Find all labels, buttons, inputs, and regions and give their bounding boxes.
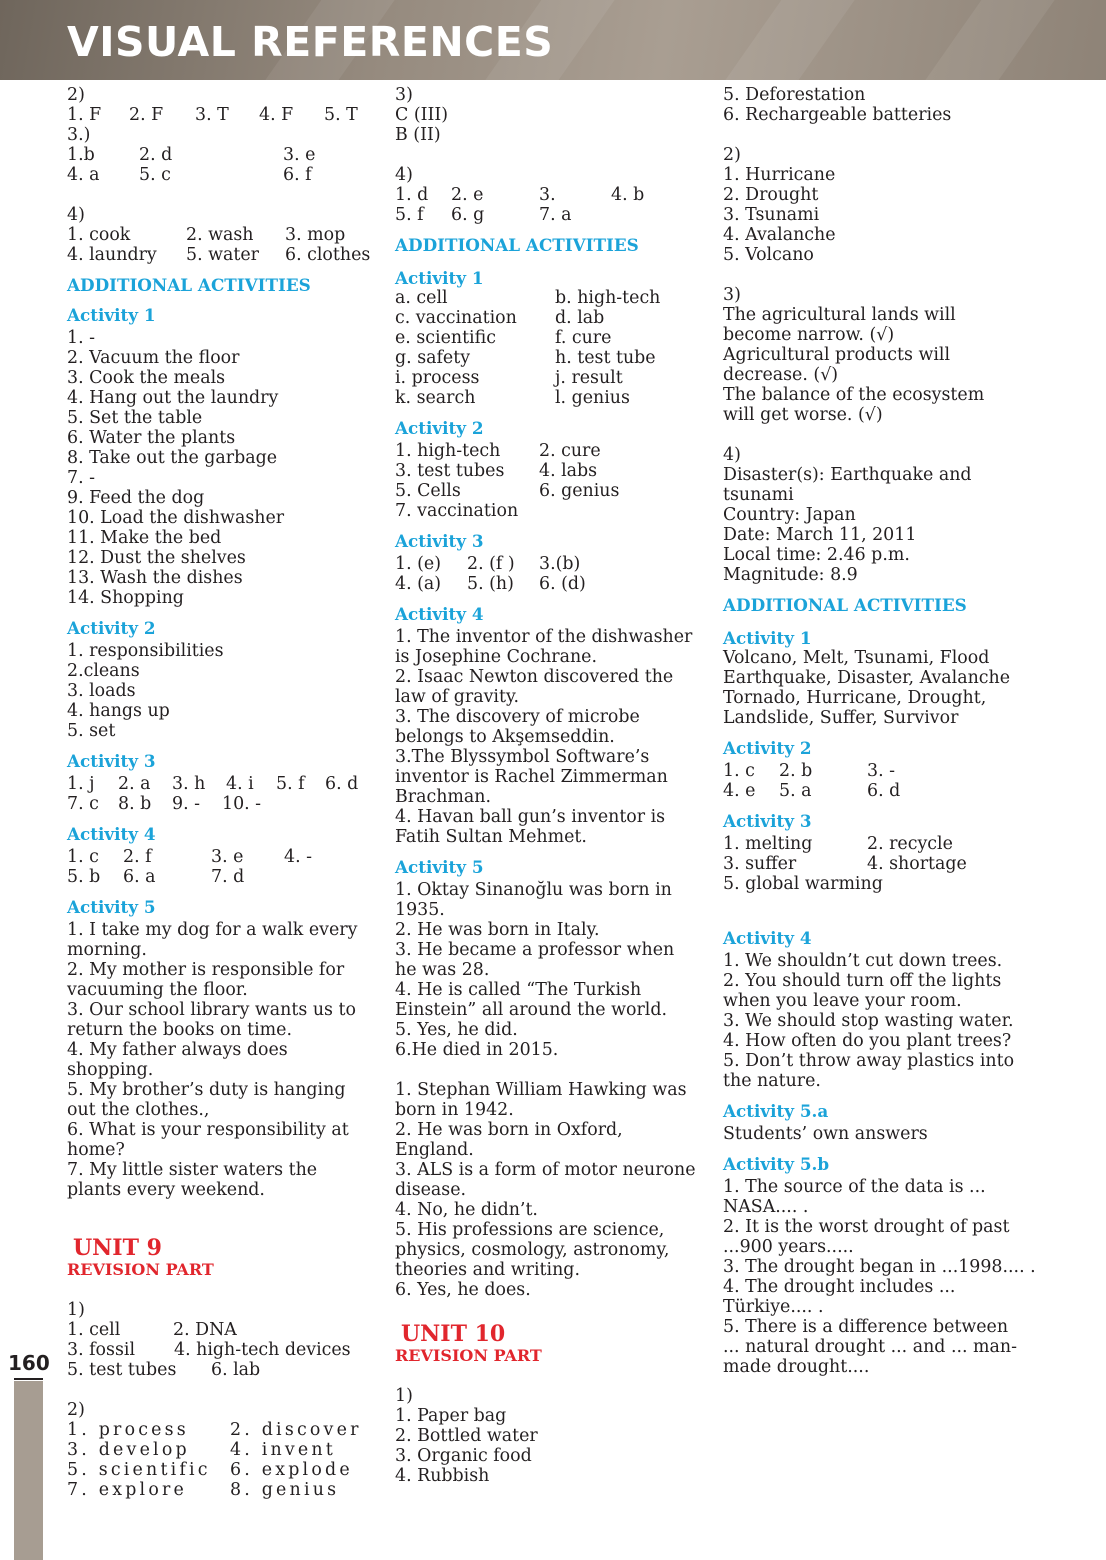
answer-row [395,388,715,408]
answer: 3. e [283,145,316,165]
answer-line: 6.He died in 2015. [395,1040,559,1060]
answer: 3. h [172,774,206,794]
answer: 6. a [123,867,156,887]
answer: 2. F [129,105,164,125]
answer-line: 6. Yes, he does. [395,1280,531,1300]
answer-row [395,205,715,225]
answer-line: 3. We should stop wasting water. [723,1011,1014,1031]
answer: 6. genius [539,481,620,501]
answer-line: 2. He was born in Italy. [395,920,600,940]
activity-heading: Activity 5.b [723,1154,830,1174]
answer-line: theories and writing. [395,1260,580,1280]
answer-line: 5. Don’t throw away plastics into [723,1051,1015,1071]
answer-line: 2.cleans [67,661,140,681]
side-tab [14,1381,43,1560]
activity-heading: Activity 4 [395,604,484,624]
answer-line: home? [67,1140,125,1160]
answer: c. vaccination [395,308,517,328]
answer: 1. melting [723,834,813,854]
answer-line: decrease. (√) [723,365,839,385]
activity-2-answers [67,641,382,741]
answer-line: 1. We shouldn’t cut down trees. [723,951,1003,971]
answer-line: he was 28. [395,960,490,980]
activity-heading: Activity 5 [395,857,484,877]
answer-line: 4. Hang out the laundry [67,388,279,408]
section-4-answers [723,465,1093,585]
answer-line: 4. Havan ball gun’s inventor is [395,807,666,827]
header-banner [0,0,1106,80]
answer: 4. - [284,847,312,867]
section-heading: ADDITIONAL ACTIVITIES [395,235,639,255]
section-3-answers [723,305,1093,425]
answer-line: 10. Load the dishwasher [67,508,285,528]
answer: 2. recycle [867,834,953,854]
answer-row [67,105,382,125]
section-label: 3.) [67,125,91,145]
answer: 2. DNA [173,1320,237,1340]
answer-line: Date: March 11, 2011 [723,525,917,545]
answer: 2. cure [539,441,601,461]
answer-line: 3. ALS is a form of motor neurone [395,1160,696,1180]
answer-line: Brachman. [395,787,491,807]
answer: 7. vaccination [395,501,519,521]
answer-row [67,165,382,185]
section-2-answers [723,165,1093,265]
answer-line: 5. There is a difference between [723,1317,1009,1337]
answer: 7. a [539,205,572,225]
answer-line: 1. The inventor of the dishwasher [395,627,693,647]
activity-heading: Activity 1 [67,305,156,325]
answer: 2. f [123,847,152,867]
answer: f. cure [555,328,612,348]
answer: 3. fossil [67,1340,136,1360]
section-label: 2) [67,1400,85,1420]
answer-line: inventor is Rachel Zimmerman [395,767,668,787]
answer: 6. f [283,165,312,185]
answer-line: belongs to Akşemseddin. [395,727,615,747]
answer: 6. lab [211,1360,261,1380]
answer: 6. d [867,781,901,801]
activity-heading: Activity 5 [67,897,156,917]
answer-line: 5. Set the table [67,408,203,428]
answer: 6. clothes [285,245,371,265]
answer-line: 3. Organic food [395,1446,532,1466]
activity-5-answers [67,920,382,1200]
answer-line: 1. Hurricane [723,165,836,185]
answer-line: 4. The drought includes ... [723,1277,956,1297]
answer-row [67,245,382,265]
answer: 5. a [779,781,812,801]
page-title: VISUAL REFERENCES [67,18,554,66]
activity-heading: Activity 3 [67,751,156,771]
answer-row [67,867,382,887]
answer: 7. explore [67,1480,187,1500]
answer-line: NASA.... . [723,1197,809,1217]
answer: 3.(b) [539,554,581,574]
answer-line: 12. Dust the shelves [67,548,246,568]
answer: 6. g [451,205,485,225]
answer-row [395,574,715,594]
answer: i. process [395,368,480,388]
activity-heading: Activity 2 [395,418,484,438]
answer-row [67,774,382,794]
answer: 5. global warming [723,874,883,894]
answer-line: become narrow. (√) [723,325,895,345]
answer-row [67,145,382,165]
answer-line: Tornado, Hurricane, Drought, [723,688,987,708]
section-label: 2) [723,145,741,165]
answer: g. safety [395,348,471,368]
answer-line: 5. set [67,721,116,741]
answer-row [67,1420,382,1440]
answer: 8. genius [230,1480,340,1500]
answer: 5. (h) [467,574,514,594]
activity-4-answers [723,951,1093,1091]
answer-line: return the books on time. [67,1020,292,1040]
activity-5-answers-part-2 [395,1080,715,1300]
answer-line: will get worse. (√) [723,405,883,425]
answer: 2. (f ) [467,554,515,574]
answer-line: 4. My father always does [67,1040,288,1060]
answer-line: 1. Paper bag [395,1406,507,1426]
answer-line: 2. He was born in Oxford, [395,1120,623,1140]
unit-subtitle: REVISION PART [395,1346,542,1365]
answer: 5. water [186,245,259,265]
answer-line: Türkiye.... . [723,1297,824,1317]
answer: 5. test tubes [67,1360,177,1380]
answer-line: Einstein” all around the world. [395,1000,667,1020]
activity-heading: Activity 1 [395,268,484,288]
answer: 5. scientific [67,1460,211,1480]
answer-line: 4. How often do you plant trees? [723,1031,1012,1051]
answer: 3. - [867,761,895,781]
answer: 4. (a) [395,574,442,594]
answer-line: 3. Cook the meals [67,368,226,388]
activity-5b-answers [723,1177,1093,1377]
answer-line: 2. Drought [723,185,819,205]
answer-line: Agricultural products will [723,345,951,365]
answer-line: Country: Japan [723,505,856,525]
answer-line: 1. - [67,328,95,348]
activity-heading: Activity 3 [723,811,812,831]
unit-title: UNIT 10 [401,1321,506,1347]
answer-line: 1. Stephan William Hawking was [395,1080,687,1100]
answer-line: 4. Avalanche [723,225,836,245]
answer-line: 1. I take my dog for a walk every [67,920,358,940]
answer: 1. cell [67,1320,121,1340]
answer-line: 1. Oktay Sinanoğlu was born in [395,880,672,900]
answer-line: 7. My little sister waters the [67,1160,318,1180]
answer-line: 4. He is called “The Turkish [395,980,642,1000]
answer: 3. T [195,105,229,125]
answer: 2. d [139,145,173,165]
section-label: 1) [395,1386,413,1406]
answer-line: morning. [67,940,147,960]
answer-line: 11. Make the bed [67,528,222,548]
answer-line: Local time: 2.46 p.m. [723,545,910,565]
activity-heading: Activity 1 [723,628,812,648]
answer-line: The balance of the ecosystem [723,385,985,405]
answer-row [395,481,715,501]
answer: e. scientific [395,328,496,348]
answer-line: 5. His professions are science, [395,1220,665,1240]
answer: C (III) [395,105,449,125]
answer-line: 13. Wash the dishes [67,568,243,588]
answer: 9. - [172,794,200,814]
answer-line: 3. loads [67,681,136,701]
answer: 1. c [723,761,755,781]
section-label: 4) [67,205,85,225]
answer: 3. [539,185,556,205]
answer-row [67,225,382,245]
answer: 5. Cells [395,481,461,501]
column-3 [723,85,1093,1377]
answer: 1. high-tech [395,441,501,461]
answer-line: tsunami [723,485,794,505]
answer-row [723,781,1093,801]
answer: a. cell [395,288,448,308]
answer-row [67,1360,382,1380]
answer-line: 2. Vacuum the floor [67,348,240,368]
answer-row [67,1340,382,1360]
answer-row [395,288,715,308]
answer: l. genius [555,388,630,408]
section-heading: ADDITIONAL ACTIVITIES [67,275,311,295]
section-label: 4) [723,445,741,465]
answer: 3. develop [67,1440,190,1460]
section-label: 4) [395,165,413,185]
unit-subtitle: REVISION PART [67,1260,214,1279]
activity-1-answers [67,328,382,608]
answer-row [395,501,715,521]
answer-line: 1935. [395,900,445,920]
activity-1-answers [723,648,1093,728]
activity-heading: Activity 2 [723,738,812,758]
answer-line: born in 1942. [395,1100,514,1120]
answer: 7. c [67,794,99,814]
page-number-rule [14,1378,43,1380]
answer-row [395,348,715,368]
answer-line: 3.The Blyssymbol Software’s [395,747,650,767]
answer-line: 3. He became a professor when [395,940,675,960]
answer: 1. (e) [395,554,441,574]
page-number: 160 [8,1351,50,1375]
answer-line: 9. Feed the dog [67,488,205,508]
answer: 2. a [118,774,151,794]
activity-4-answers [395,627,715,847]
answer-line: shopping. [67,1060,154,1080]
answer-line: ... natural drought ... and ... man- [723,1337,1017,1357]
answer-line: 5. Deforestation [723,85,866,105]
answer: 1. F [67,105,102,125]
answer: k. search [395,388,476,408]
answer: 3. suffer [723,854,797,874]
answer-row [395,328,715,348]
section-label: 3) [723,285,741,305]
answer-line: 5. My brother’s duty is hanging [67,1080,346,1100]
answer: 2. b [779,761,813,781]
answer-row [67,794,382,814]
answer: 4. invent [230,1440,336,1460]
activity-heading: Activity 2 [67,618,156,638]
answer: 10. - [222,794,262,814]
answer-line: 6. What is your responsibility at [67,1120,349,1140]
answer: 6. explode [230,1460,353,1480]
answer: 7. d [211,867,245,887]
answer-line: 4. Rubbish [395,1466,490,1486]
answer: 4. F [259,105,294,125]
activity-2-answers [395,441,715,521]
answer-line: 3. The discovery of microbe [395,707,640,727]
section-label: 2) [67,85,85,105]
answer: 3. test tubes [395,461,505,481]
answer-line: 3. Our school library wants us to [67,1000,356,1020]
answer: 4. labs [539,461,598,481]
answer-line: 1. The source of the data is ... [723,1177,986,1197]
answer: d. lab [555,308,605,328]
answer: 6. (d) [539,574,586,594]
answer-line: law of gravity. [395,687,520,707]
answer-row [723,854,1093,874]
answer-line: 2. Isaac Newton discovered the [395,667,674,687]
unit-10-answers [395,1406,715,1486]
column-2 [395,85,715,1486]
answer-line: 2. My mother is responsible for [67,960,345,980]
answer-row [67,1320,382,1340]
activity-heading: Activity 3 [395,531,484,551]
answer-row [67,847,382,867]
answer-row [723,874,1093,894]
activity-heading: Activity 4 [723,928,812,948]
activity-5-answers [395,880,715,1060]
answer: 2. discover [230,1420,362,1440]
activity-1-answers [395,288,715,408]
answer-line: physics, cosmology, astronomy, [395,1240,670,1260]
answer: 1. cook [67,225,131,245]
answer: 8. b [118,794,152,814]
answer-line: 7. - [67,468,95,488]
answer-line: Landslide, Suffer, Survivor [723,708,959,728]
answer-line: the nature. [723,1071,821,1091]
answer-line: when you leave your room. [723,991,962,1011]
answer-row [395,441,715,461]
answer: 1.b [67,145,95,165]
answer: h. test tube [555,348,656,368]
answer: 6. d [325,774,359,794]
answer-line: 3. Tsunami [723,205,820,225]
answer: 5. c [139,165,171,185]
answer-row [395,368,715,388]
answer-line: Volcano, Melt, Tsunami, Flood [723,648,990,668]
answer-line: disease. [395,1180,467,1200]
answer-line: 1. responsibilities [67,641,224,661]
answer: 4. high-tech devices [174,1340,351,1360]
answer-row [67,1480,382,1500]
answer: 2. e [451,185,484,205]
answer-row [395,185,715,205]
answer-row [67,1460,382,1480]
section-label: 1) [67,1300,85,1320]
section-heading: ADDITIONAL ACTIVITIES [723,595,967,615]
answer: 1. d [395,185,429,205]
answer: 3. mop [285,225,346,245]
answer-line: Students’ own answers [723,1124,928,1144]
answer: 1. process [67,1420,189,1440]
answer-line: out the clothes., [67,1100,210,1120]
answer: 4. i [226,774,254,794]
answer: 1. c [67,847,99,867]
answer-line: 5. Volcano [723,245,814,265]
answer-line: 2. It is the worst drought of past [723,1217,1010,1237]
column-1 [67,85,382,1500]
answer: B (II) [395,125,441,145]
answer: 5. T [324,105,358,125]
answer-line: Magnitude: 8.9 [723,565,858,585]
unit-title: UNIT 9 [73,1235,162,1261]
answer-line: 2. You should turn off the lights [723,971,1002,991]
section-label: 3) [395,85,413,105]
answer-line: Earthquake, Disaster, Avalanche [723,668,1011,688]
answer-line: 8. Take out the garbage [67,448,278,468]
top-answers [723,85,1093,125]
activity-heading: Activity 5.a [723,1101,829,1121]
answer: 4. b [611,185,645,205]
answer-line: 6. Water the plants [67,428,236,448]
answer: 2. wash [186,225,254,245]
answer-line: The agricultural lands will [723,305,956,325]
answer: 4. e [723,781,756,801]
answer-row [723,834,1093,854]
answer: 3. e [211,847,244,867]
answer-line: made drought.... [723,1357,870,1377]
activity-heading: Activity 4 [67,824,156,844]
answer-row [395,308,715,328]
answer-line: 5. Yes, he did. [395,1020,518,1040]
answer-line: 4. No, he didn’t. [395,1200,538,1220]
answer-row [395,554,715,574]
answer-line: Disaster(s): Earthquake and [723,465,972,485]
activity-5a-answers [723,1124,1093,1144]
answer-row [395,461,715,481]
answer-line: Fatih Sultan Mehmet. [395,827,587,847]
answer-line: 2. Bottled water [395,1426,538,1446]
answer: 4. laundry [67,245,157,265]
answer: 5. b [67,867,101,887]
answer: 5. f [276,774,305,794]
answer: j. result [555,368,623,388]
answer-line: plants every weekend. [67,1180,265,1200]
answer-line: 6. Rechargeable batteries [723,105,952,125]
answer-line: is Josephine Cochrane. [395,647,598,667]
answer-line: vacuuming the floor. [67,980,248,1000]
answer-line: 3. The drought began in ...1998.... . [723,1257,1036,1277]
answer: b. high-tech [555,288,661,308]
answer-line: 14. Shopping [67,588,184,608]
answer: 1. j [67,774,95,794]
answer-line: 4. hangs up [67,701,170,721]
answer-row [723,761,1093,781]
answer-line: England. [395,1140,474,1160]
answer: 4. shortage [867,854,967,874]
answer-line: ...900 years..... [723,1237,854,1257]
answer: 5. f [395,205,424,225]
answer: 4. a [67,165,100,185]
answer-row [67,1440,382,1460]
